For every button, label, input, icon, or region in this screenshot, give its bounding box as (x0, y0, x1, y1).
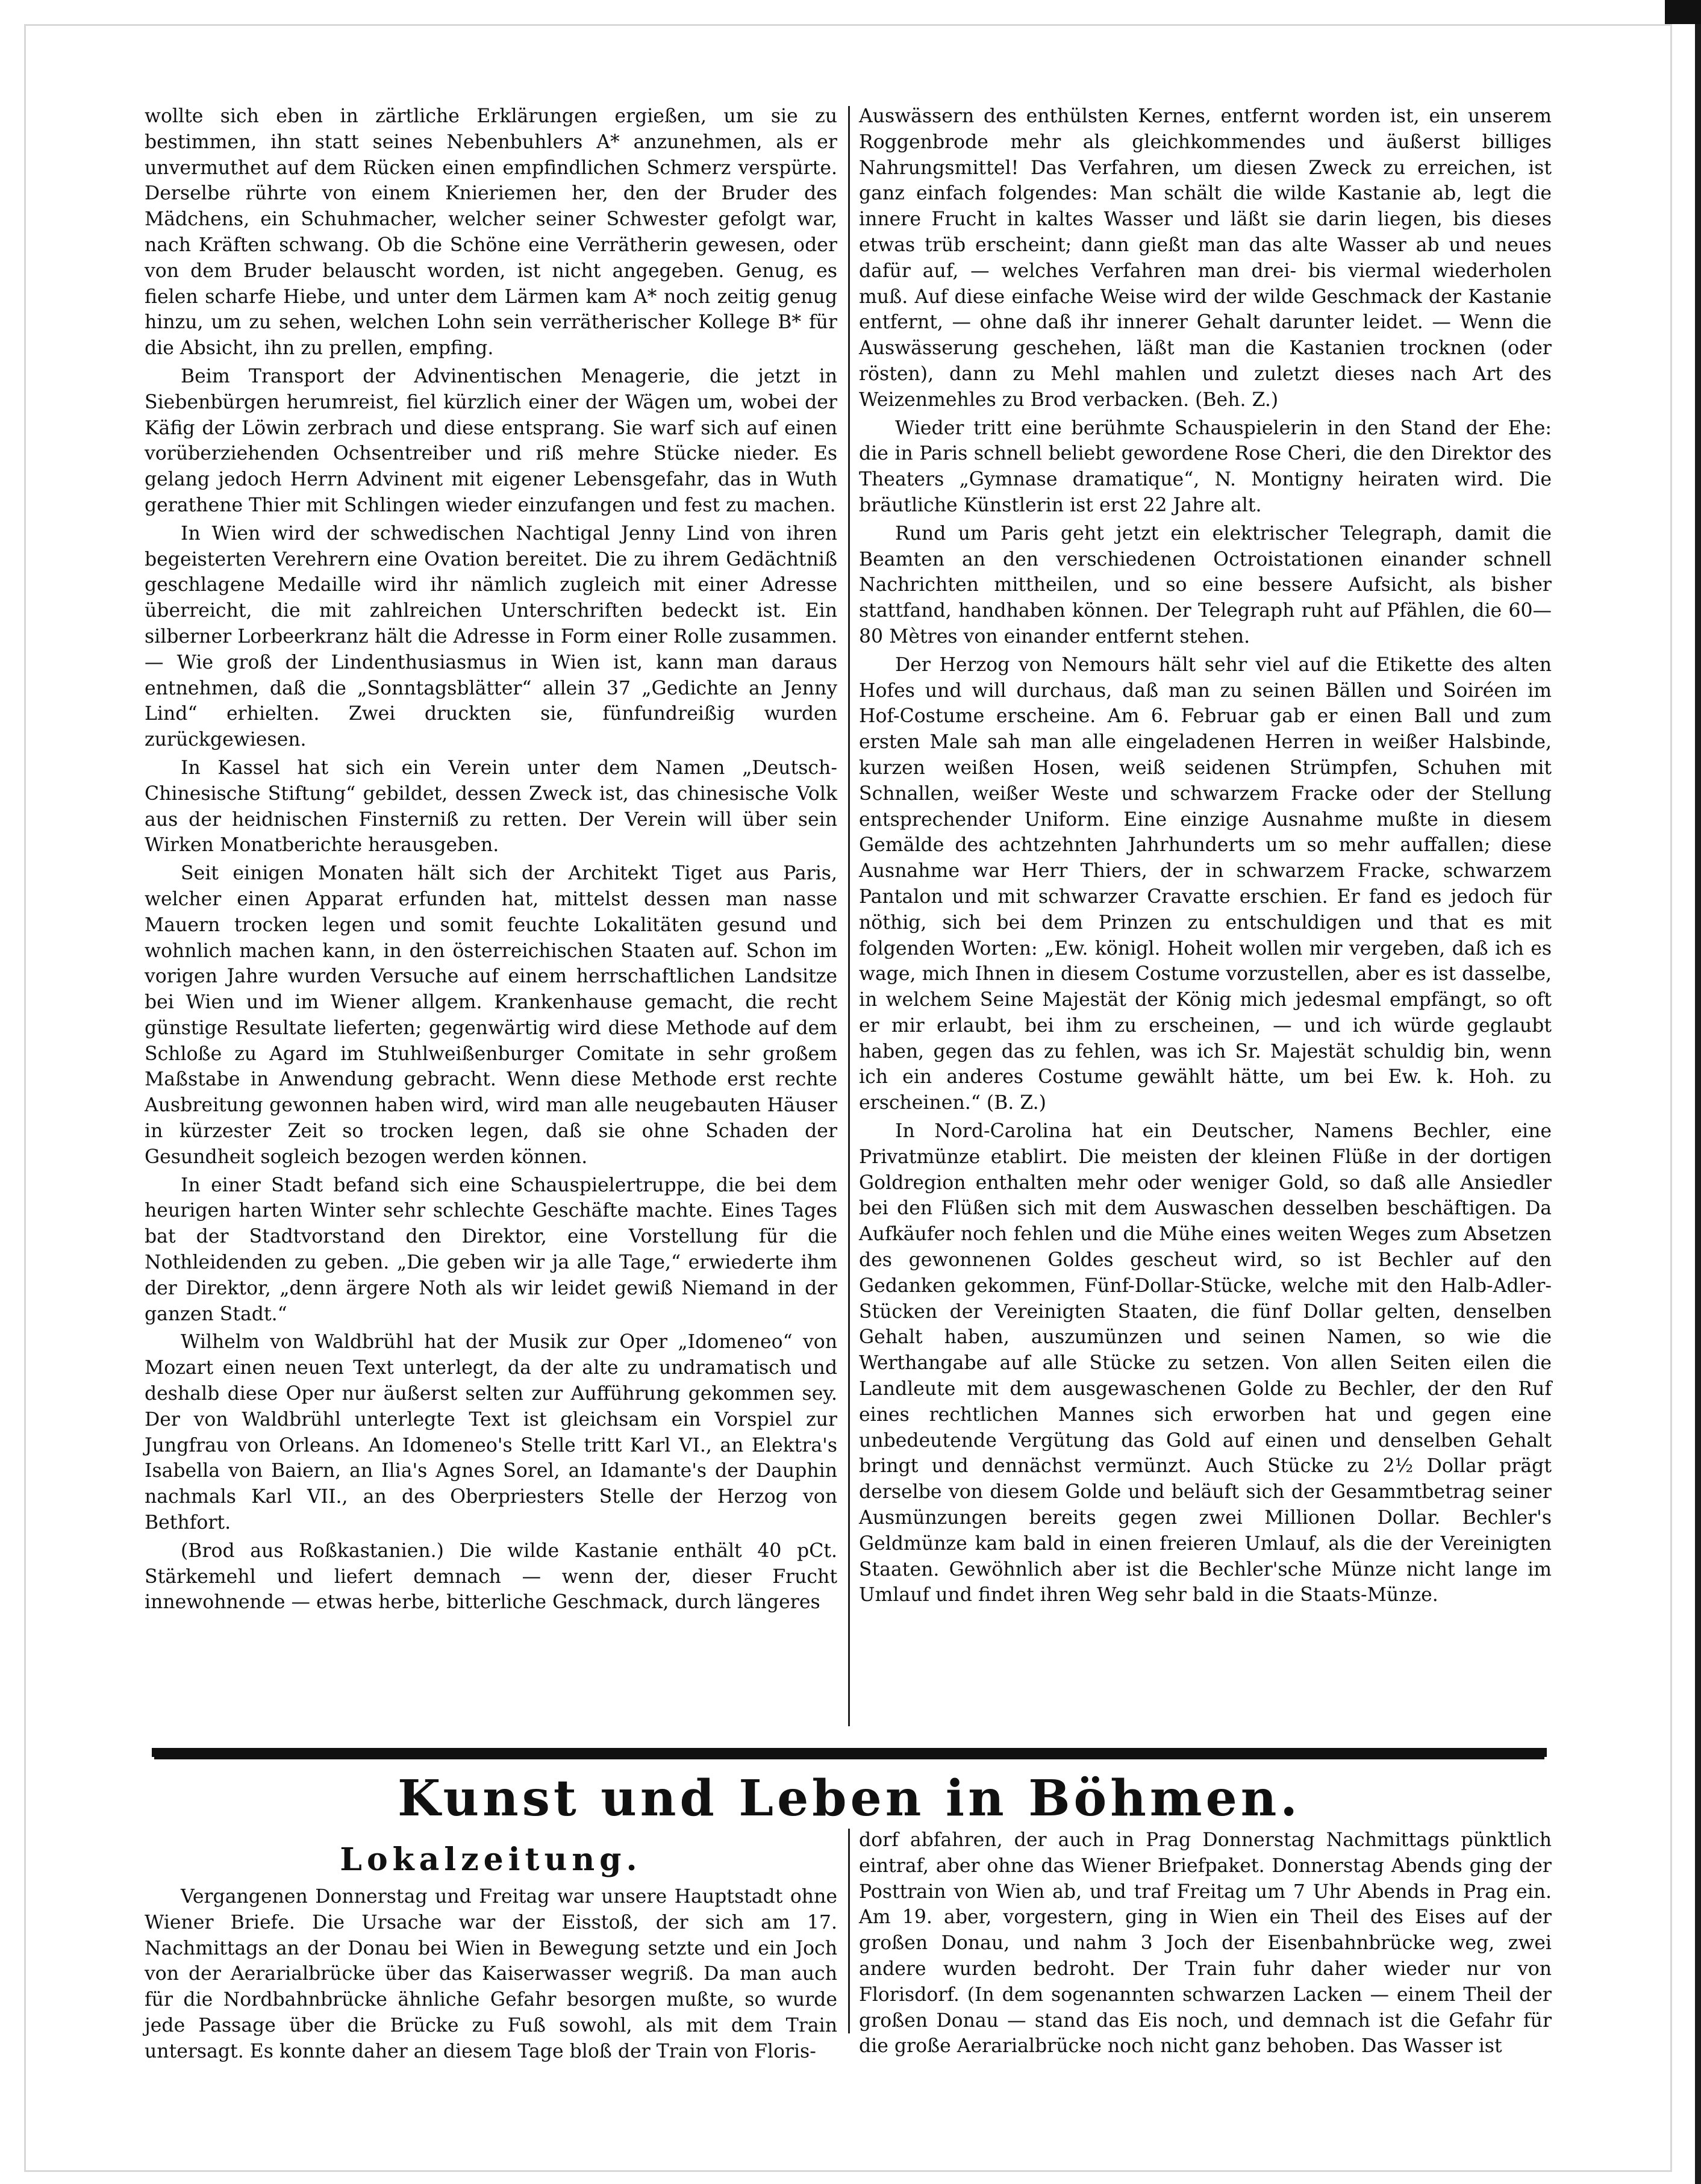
scan-edge (1695, 0, 1701, 2184)
section-subtitle: Lokalzeitung. (340, 1841, 642, 1878)
article-paragraph: In Kassel hat sich ein Verein unter dem Namen „Deutsch-Chinesische Stiftung“ gebildet, dessen Zweck ist, das chinesische Volk aus der heidnischen Finsterniß zu retten. Der Verein will über sein Wirken Monatberichte herausgeben. (145, 757, 837, 856)
left-column-bottom (145, 1884, 837, 2067)
article-paragraph: Seit einigen Monaten hält sich der Architekt Tiget aus Paris, welcher einen Apparat erfunden hat, mittelst dessen man nasse Mauern trocken legen und somit feuchte Lokalitäten gesund und wohnlich machen kann, in den österreichischen Staaten auf. Schon im vorigen Jahre wurden Versuche auf einem herrschaftlichen Landsitze bei Wien und im Wiener allgem. Krankenhause gemacht, die recht günstige Resultate lieferten; gegenwärtig wird diese Methode auf dem Schloße zu Agard im Stuhlweißenburger Comitate in sehr großem Maßstabe in Anwendung gebracht. Wenn diese Methode erst rechte Ausbreitung gewonnen haben wird, wird man alle neugebauten Häuser in kürzester Zeit so trocken legen, daß sie ohne Schaden der Gesundheit sogleich bezogen werden können. (145, 863, 837, 1168)
article-paragraph: Wieder tritt eine berühmte Schauspielerin in den Stand der Ehe: die in Paris schnell beliebt gewordene Rose Cheri, die den Direktor des Theaters „Gymnase dramatique“, N. Montigny heiraten wird. Die bräutliche Künstlerin ist erst 22 Jahre alt. (859, 417, 1552, 516)
section-rule (152, 1748, 1547, 1757)
article-paragraph: In einer Stadt befand sich eine Schauspielertruppe, die bei dem heurigen harten Winter sehr schlechte Geschäfte machte. Eines Tages bat der Stadtvorstand den Direktor, eine Vorstellung für die Nothleidenden zu geben. „Die geben wir ja alle Tage,“ erwiederte ihm der Direktor, „denn ärgere Noth als wir leidet gewiß Niemand in der ganzen Stadt.“ (145, 1174, 837, 1325)
column-divider (848, 106, 850, 1726)
right-column-top (859, 104, 1552, 1611)
article-paragraph: Rund um Paris geht jetzt ein elektrischer Telegraph, damit die Beamten an den verschiedenen Octroistationen einander schnell Nachrichten mittheilen, und so eine bessere Aufsicht, als bisher stattfand, handhaben können. Der Telegraph ruht auf Pfählen, die 60—80 Mètres von einander entfernt stehen. (859, 522, 1552, 647)
article-paragraph: In Nord-Carolina hat ein Deutscher, Namens Bechler, eine Privatmünze etablirt. Die meisten der kleinen Flüße in der dortigen Goldregion enthalten mehr oder weniger Gold, so daß alle Ansiedler bei den Flüßen sich mit dem Auswaschen desselben beschäftigen. Da Aufkäufer noch fehlen und die Mühe eines weiten Weges zum Absetzen des gewonnenen Goldes gescheut wird, so ist Bechler auf den Gedanken gekommen, Fünf-Dollar-Stücke, welche mit den Halb-Adler-Stücken der Vereinigten Staaten, die fünf Dollar gelten, denselben Gehalt haben, auszumünzen und seinen Namen, so wie die Werthangabe auf alle Stücke zu setzen. Von allen Seiten eilen die Landleute mit dem ausgewaschenen Golde zu Bechler, der den Ruf eines rechtlichen Mannes sich erworben hat und gegen eine unbedeutende Vergütung das Gold auf einen und denselben Gehalt bringt und dennächst vermünzt. Auch Stücke zu 2½ Dollar prägt derselbe von diesem Golde und beläuft sich der Gesammtbetrag seiner Ausmünzungen bereits gegen zwei Millionen Dollar. Bechler's Geldmünze kam bald in einen freieren Umlauf, als die der Vereinigten Staaten. Gewöhnlich aber ist die Bechler'sche Münze nicht lange im Umlauf und findet ihren Weg sehr bald in die Staats-Münze. (859, 1120, 1552, 1606)
column-divider (848, 1829, 850, 2033)
article-paragraph: Vergangenen Donnerstag und Freitag war unsere Hauptstadt ohne Wiener Briefe. Die Ursache war der Eisstoß, der sich am 17. Nachmittags an der Donau bei Wien in Bewegung setzte und ein Joch von der Aerarialbrücke über das Kaiserwasser wegriß. Da man auch für die Nordbahnbrücke ähnliche Gefahr besorgen mußte, so wurde jede Passage über die Brücke zu Fuß sowohl, als mit dem Train untersagt. Es konnte daher an diesem Tage bloß der Train von Floris- (145, 1886, 837, 2062)
section-title: Kunst und Leben in Böhmen. (398, 1770, 1301, 1827)
article-paragraph: wollte sich eben in zärtliche Erklärungen ergießen, um sie zu bestimmen, ihn statt seines Nebenbuhlers A* anzunehmen, als er unvermuthet auf dem Rücken einen empfindlichen Schmerz verspürte. Derselbe rührte von einem Knieriemen her, den der Bruder des Mädchens, ein Schuhmacher, welcher seiner Schwester gefolgt war, nach Kräften schwang. Ob die Schöne eine Verrätherin gewesen, oder von dem Bruder belauscht worden, ist nicht angegeben. Genug, es fielen scharfe Hiebe, und unter dem Lärmen kam A* noch zeitig genug hinzu, um zu sehen, welchen Lohn sein verrätherischer Kollege B* für die Absicht, ihn zu prellen, empfing. (145, 105, 837, 360)
left-column-top (145, 104, 837, 1618)
article-paragraph: Beim Transport der Advinentischen Menagerie, die jetzt in Siebenbürgen herumreist, fiel kürzlich einer der Wägen um, wobei der Käfig der Löwin zerbrach und diese entsprang. Sie warf sich auf einen vorüberziehenden Ochsentreiber und riß mehre Stücke nieder. Es gelang jedoch Herrn Advinent mit eigener Lebensgefahr, das in Wuth gerathene Thier mit Schlingen wieder einzufangen und fest zu machen. (145, 365, 837, 516)
article-paragraph: Der Herzog von Nemours hält sehr viel auf die Etikette des alten Hofes und will durchaus, daß man zu seinen Bällen und Soiréen im Hof-Costume erscheine. Am 6. Februar gab er einen Ball und zum ersten Male sah man alle eingeladenen Herren in weißer Halsbinde, kurzen weißen Hosen, weiß seidenen Strümpfen, Schuhen mit Schnallen, weißer Weste und schwarzem Fracke oder der Stellung entsprechender Uniform. Eine einzige Ausnahme mußte in diesem Gemälde des achtzehnten Jahrhunderts um so mehr auffallen; diese Ausnahme war Herr Thiers, der in schwarzem Fracke, schwarzem Pantalon und mit schwarzer Cravatte erschien. Er fand es jedoch für nöthig, sich bei dem Prinzen zu entschuldigen und that es mit folgenden Worten: „Ew. königl. Hoheit wollen mir vergeben, daß ich es wage, mich Ihnen in diesem Costume vorzustellen, aber es ist dasselbe, in welchem Seine Majestät der König mich jedesmal empfängt, so oft er mir erlaubt, bei ihm zu erscheinen, — und ich würde geglaubt haben, gegen das zu fehlen, was ich Sr. Majestät schuldig bin, wenn ich ein anderes Costume gewählt hätte, um bei Ew. k. Hoh. zu erscheinen.“ (B. Z.) (859, 654, 1552, 1114)
article-paragraph: dorf abfahren, der auch in Prag Donnerstag Nachmittags pünktlich eintraf, aber ohne das Wiener Briefpaket. Donnerstag Abends ging der Posttrain von Wien ab, und traf Freitag um 7 Uhr Abends in Prag ein. Am 19. aber, vorgestern, ging in Wien ein Theil des Eises auf der großen Donau, und nahm 3 Joch der Eisenbahnbrücke weg, zwei andere wurden bedroht. Der Train fuhr daher wieder nur von Florisdorf. (In dem sogenannten schwarzen Lacken — einem Theil der großen Donau — stand das Eis noch, und demnach ist die Gefahr für die große Aerarialbrücke noch nicht ganz behoben. Das Wasser ist (859, 1829, 1552, 2058)
article-paragraph: Auswässern des enthülsten Kernes, entfernt worden ist, ein unserem Roggenbrode mehr als gleichkommendes und äußerst billiges Nahrungsmittel! Das Verfahren, um diesen Zweck zu erreichen, ist ganz einfach folgendes: Man schält die wilde Kastanie ab, legt die innere Frucht in kaltes Wasser und läßt sie darin liegen, bis dieses etwas trüb erscheint; dann gießt man das alte Wasser ab und neues dafür auf, — welches Verfahren man drei- bis viermal wiederholen muß. Auf diese einfache Weise wird der wilde Geschmack der Kastanie entfernt, — ohne daß ihr innerer Gehalt darunter leidet. — Wenn die Auswässerung geschehen, läßt man die Kastanien trocknen (oder rösten), dann zu Mehl mahlen und zuletzt dieses nach Art des Weizenmehles zu Brod verbacken. (Beh. Z.) (859, 105, 1552, 411)
article-paragraph: Wilhelm von Waldbrühl hat der Musik zur Oper „Idomeneo“ von Mozart einen neuen Text unterlegt, da der alte zu undramatisch und deshalb diese Oper nur äußerst selten zur Aufführung gekommen sey. Der von Waldbrühl unterlegte Text ist gleichsam ein Vorspiel zur Jungfrau von Orleans. An Idomeneo's Stelle tritt Karl VI., an Elektra's Isabella von Baiern, an Ilia's Agnes Sorel, an Idamante's der Dauphin nachmals Karl VII., an des Oberpriesters Stelle der Herzog von Bethfort. (145, 1331, 837, 1534)
article-paragraph: In Wien wird der schwedischen Nachtigal Jenny Lind von ihren begeisterten Verehrern eine Ovation bereitet. Die zu ihrem Gedächtniß geschlagene Medaille wird ihr nämlich zugleich mit einer Adresse überreicht, die mit zahlreichen Unterschriften bedeckt ist. Ein silberner Lorbeerkranz hält die Adresse in Form einer Rolle zusammen. — Wie groß der Lindenthusiasmus in Wien ist, kann man daraus entnehmen, daß die „Sonntagsblätter“ allein 37 „Gedichte an Jenny Lind“ erhielten. Zwei druckten sie, fünfundreißig wurden zurückgewiesen. (145, 522, 837, 751)
right-column-bottom (859, 1827, 1552, 2062)
scan-corner (1665, 0, 1701, 24)
article-paragraph: (Brod aus Roßkastanien.) Die wilde Kastanie enthält 40 pCt. Stärkemehl und liefert demnach — wenn der, dieser Frucht innewohnende — etwas herbe, bitterliche Geschmack, durch längeres (145, 1540, 837, 1614)
